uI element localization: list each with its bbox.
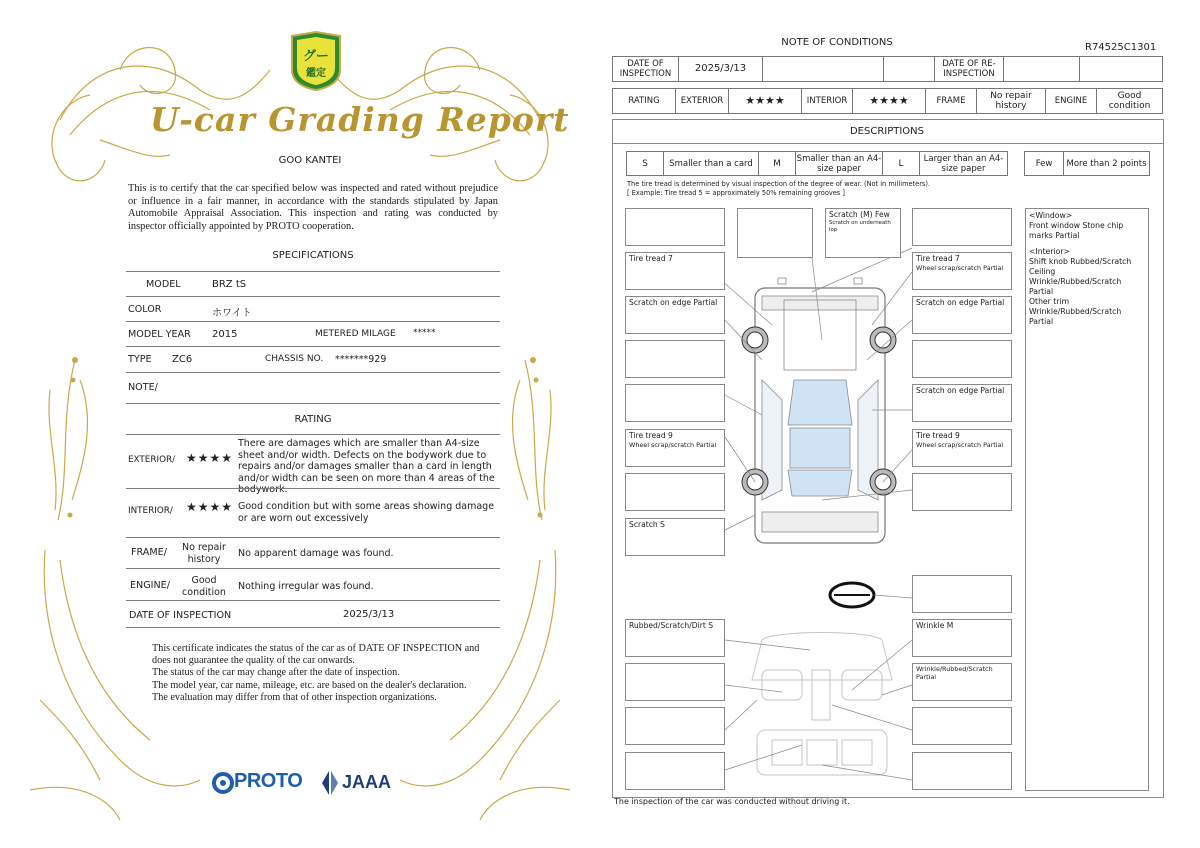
divider [126,346,500,347]
damage-size-legend [626,151,1008,176]
note-box-text: Scratch S [629,520,665,529]
interior-stars: ★★★★ [186,500,234,514]
steering-wheel-icon [830,583,874,607]
frame-value: No repair history [977,89,1046,114]
empty-cell [1004,57,1080,82]
list-item: Wrinkle/Rubbed/Scratch Partial [1029,277,1122,296]
disclaimer-line: The evaluation may differ from that of other inspection organizations. [152,691,437,703]
note-box-subtext: Wheel scrap/scratch Partial [629,441,717,449]
note-box-text: Wrinkle/Rubbed/Scratch Partial [916,665,993,681]
rating-summary-table [612,88,1163,114]
jaaa-logo-text: JAAA [342,772,392,792]
quantity-legend [1024,151,1150,176]
note-box-subtext: Scratch on underneath lop [829,220,891,233]
note-box-rear-right-tire [912,429,1012,467]
empty-cell [884,57,935,82]
note-box-scratch-s [625,518,725,556]
note-box-text: Rubbed/Scratch/Dirt S [629,621,714,630]
frame-description: No apparent damage was found. [238,548,394,559]
note-box [625,384,725,422]
divider [126,403,500,404]
interior-label: INTERIOR [802,89,853,114]
note-box [625,340,725,378]
divider [126,372,500,373]
tire-tread-example: [ Example: Tire tread 5 = approximately 50% remaining grooves ] [627,189,845,197]
note-box-right-edge-2 [912,384,1012,422]
driving-disclaimer: The inspection of the car was conducted without driving it. [614,797,850,806]
rating-heading: RATING [294,414,332,425]
note-box-front-left-tire [625,252,725,290]
note-title: NOTE OF CONDITIONS [781,37,893,48]
note-box-text: Scratch on edge Partial [629,298,718,307]
legend-few: Few [1025,152,1064,176]
goo-kantei-badge-icon [288,30,344,92]
divider [126,600,500,601]
frame-value: No repair history [182,542,226,565]
model-year-value: 2015 [212,329,238,340]
legend-l-desc: Larger than an A4-size paper [920,152,1008,176]
note-box-wrinkle [912,619,1012,657]
empty-cell [1080,57,1163,82]
certification-statement: This is to certify that the car specified below was inspected and rated without prejudice or influence in a fair manner, in accordance with the standards stipulated by Japan Automobile Appraisal Association. This inspection and rating was conducted by inspector officially appointed by PROTO cooperation. [128,183,498,232]
disclaimer-line: The status of the car may change after the date of inspection. [152,667,400,679]
legend-s-desc: Smaller than a card [664,152,759,176]
specifications-heading: SPECIFICATIONS [272,250,354,261]
note-box-subtext: Wheel scrap/scratch Partial [916,441,1004,449]
frame-label: FRAME [926,89,977,114]
list-item: Other trim [1029,297,1070,306]
legend-m-desc: Smaller than an A4-size paper [796,153,882,174]
note-box-subtext: Wheel scrap/scratch Partial [916,264,1004,272]
svg-text:鑑定: 鑑定 [306,68,326,79]
exterior-description: There are damages which are smaller than A4-size sheet and/or width. Defects on the bodywork due to repairs and/or damages smaller than a card in length and/or width can be seen on more than 4 areas of the bodywork. [238,438,495,495]
date-of-inspection-value: 2025/3/13 [343,609,395,620]
engine-value: Good condition [1097,89,1163,114]
disclaimer-line: The model year, car name, mileage, etc. are based on the dealer's declaration. [152,679,467,691]
report-title: U-car Grading Report [150,100,570,139]
note-box [625,208,725,246]
proto-logo-text: PROTO [234,770,303,792]
color-value: ホワイト [212,308,252,319]
note-box-text: Scratch (M) Few [829,210,890,219]
note-box [737,208,813,258]
report-subtitle: GOO KANTEI [278,155,342,166]
engine-description: Nothing irregular was found. [238,581,374,592]
legend-m: M [759,152,796,176]
divider [126,296,500,297]
note-box-text: Tire tread 7 [916,254,960,263]
divider [126,568,500,569]
note-box-text: Tire tread 9 [916,431,960,440]
disclaimer-line: This certificate indicates the status of the car as of DATE OF INSPECTION and does not guarantee the quality of the car onwards. [152,643,480,667]
metered-mileage-label: METERED MILAGE [315,329,396,339]
model-year-label: MODEL YEAR [128,329,191,340]
type-label: TYPE [128,354,152,365]
note-box [625,663,725,701]
tire-tread-note: The tire tread is determined by visual inspection of the degree of wear. (Not in millimeters). [627,180,931,188]
interior-label: INTERIOR/ [128,506,173,516]
note-box-text: Scratch on edge Partial [916,386,1005,395]
note-box [912,575,1012,613]
legend-few-desc: More than 2 points [1064,152,1150,176]
rating-label: RATING [613,89,676,114]
legend-l: L [883,152,920,176]
date-of-inspection-label: DATE OF INSPECTION [613,57,679,82]
engine-label: ENGINE [1046,89,1097,114]
interior-description: Good condition but with some areas showing damage or are worn out excessively [238,501,495,524]
note-box-wrinkle-rubbed [912,663,1012,701]
engine-value: Good condition [182,575,226,598]
note-box-front-right-tire [912,252,1012,290]
model-label: MODEL [146,279,181,290]
note-box-left-edge [625,296,725,334]
color-label: COLOR [128,304,162,315]
frame-label: FRAME/ [131,547,167,558]
divider [126,627,500,628]
svg-text:グー: グー [302,49,330,64]
chassis-label: CHASSIS NO. [265,354,324,364]
list-item: Shift knob Rubbed/Scratch [1029,257,1132,266]
proto-logo-icon [212,771,234,795]
exterior-label: EXTERIOR [676,89,729,114]
type-value: ZC6 [172,354,193,365]
chassis-value: *******929 [335,354,387,365]
list-item: <Interior> [1029,247,1070,256]
interior-stars: ★★★★ [853,89,926,114]
metered-mileage-value: ***** [413,328,436,338]
note-box-rubbed [625,619,725,657]
divider [126,537,500,538]
note-box-text: Scratch on edge Partial [916,298,1005,307]
note-box [912,208,1012,246]
note-box-right-edge [912,296,1012,334]
model-value: BRZ tS [212,279,247,290]
exterior-stars: ★★★★ [729,89,802,114]
note-box [912,473,1012,511]
note-box [625,752,725,790]
note-box-text: Wrinkle M [916,621,954,630]
note-box-text: Tire tread 7 [629,254,673,263]
condition-notes-list [1025,208,1149,791]
report-reference-number: R74525C1301 [1085,42,1157,53]
divider [126,321,500,322]
list-item: Front window Stone chip marks Partial [1029,221,1124,240]
note-box [625,473,725,511]
empty-cell [763,57,884,82]
note-box [625,707,725,745]
note-box [912,707,1012,745]
jaaa-logo-icon [318,769,340,797]
note-box-top-center [825,208,901,258]
note-box-text: Tire tread 9 [629,431,673,440]
note-box [912,752,1012,790]
note-box [912,340,1012,378]
note-label: NOTE/ [128,382,158,393]
descriptions-title: DESCRIPTIONS [849,126,925,137]
exterior-stars: ★★★★ [186,451,234,465]
date-of-inspection-label: DATE OF INSPECTION [129,610,232,621]
date-of-reinspection-label: DATE OF RE-INSPECTION [935,57,1004,82]
list-item: Wrinkle/Rubbed/Scratch Partial [1029,307,1122,326]
inspection-dates-table [612,56,1163,82]
note-box-rear-left-tire [625,429,725,467]
divider [126,271,500,272]
date-of-inspection-value: 2025/3/13 [679,57,763,82]
list-item: Ceiling [1029,267,1056,276]
certificate-disclaimer [152,643,482,704]
list-item: <Window> [1029,211,1073,220]
engine-label: ENGINE/ [130,580,170,591]
exterior-label: EXTERIOR/ [128,455,176,465]
divider [126,434,500,435]
divider [126,488,500,489]
legend-s: S [627,152,664,176]
